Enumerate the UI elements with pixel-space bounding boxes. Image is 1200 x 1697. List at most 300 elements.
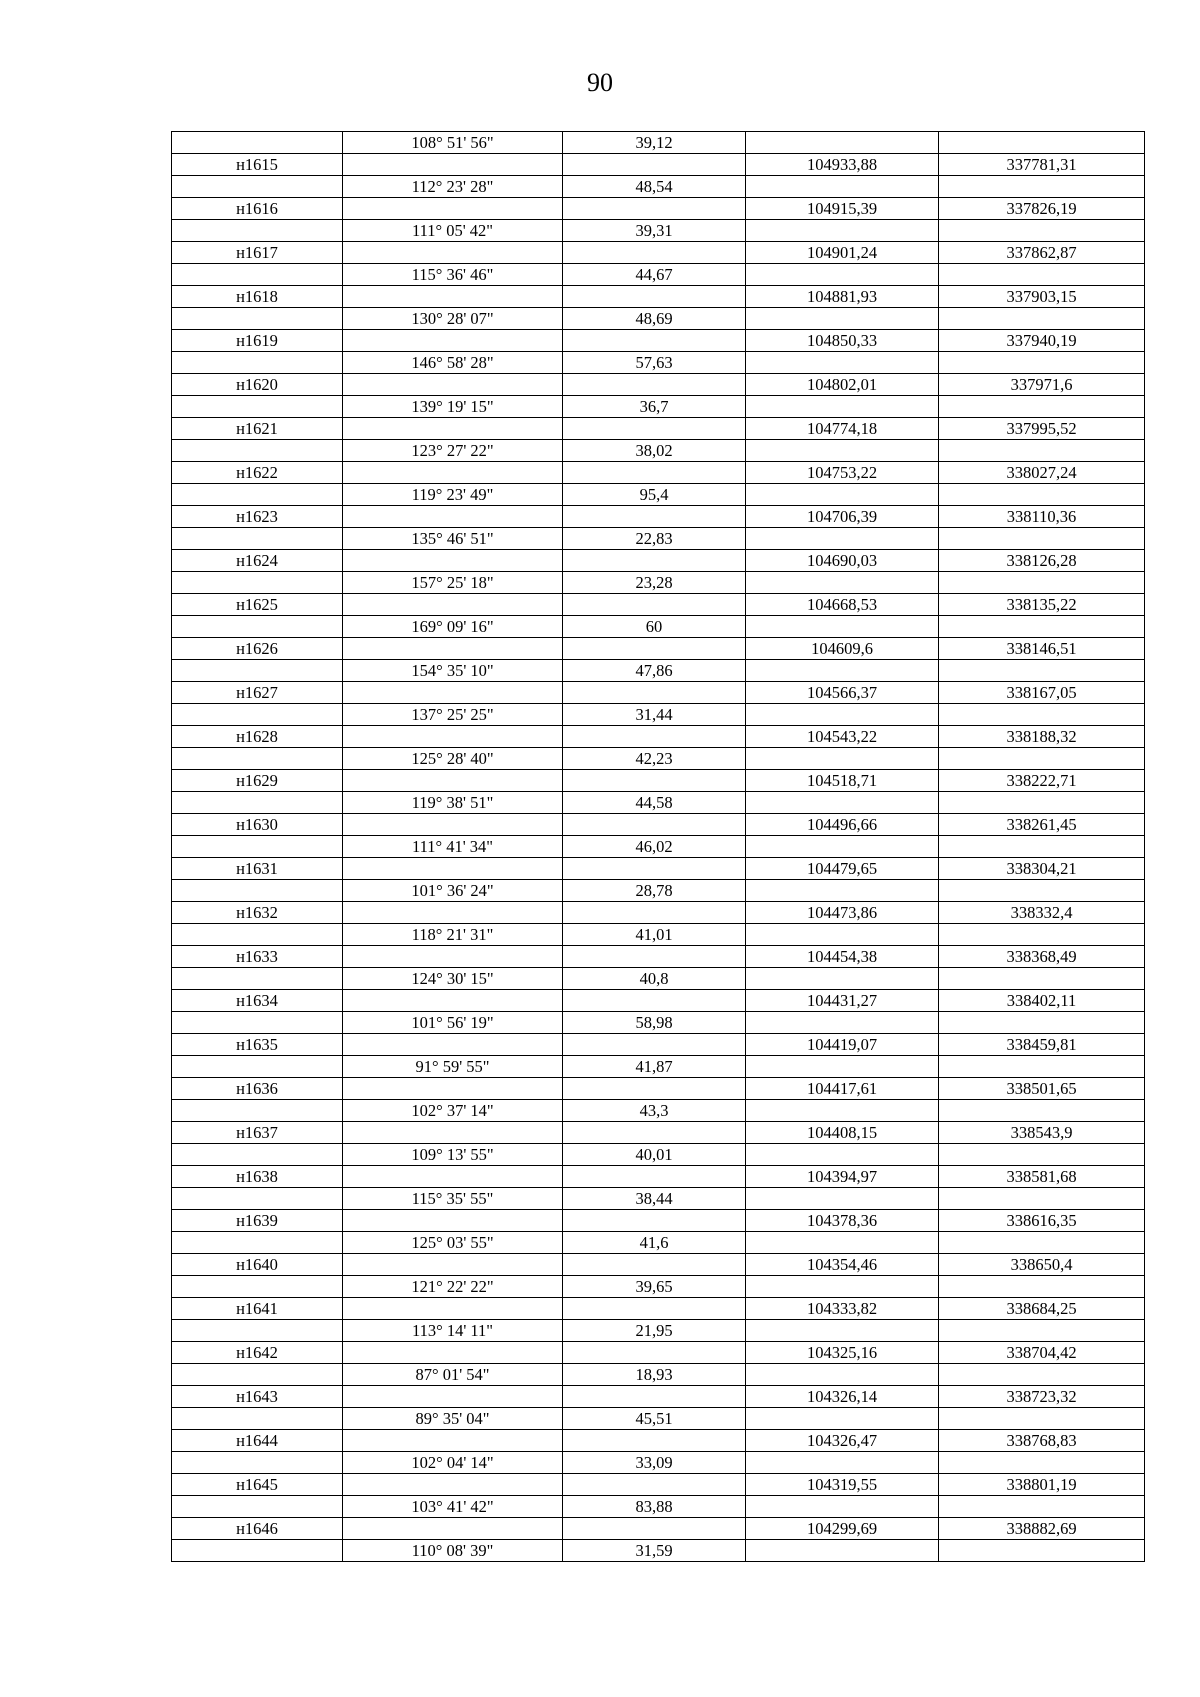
point-name-cell: н1625 [172, 594, 343, 616]
y-coordinate-cell: 338459,81 [939, 1034, 1145, 1056]
direction-angle-cell [343, 770, 563, 792]
direction-angle-cell [343, 154, 563, 176]
distance-cell [563, 154, 746, 176]
distance-cell: 42,23 [563, 748, 746, 770]
point-name-cell [172, 1452, 343, 1474]
y-coordinate-cell [939, 1232, 1145, 1254]
y-coordinate-cell [939, 572, 1145, 594]
direction-angle-cell: 154° 35' 10" [343, 660, 563, 682]
point-name-cell [172, 572, 343, 594]
direction-angle-cell: 125° 28' 40" [343, 748, 563, 770]
point-name-cell [172, 924, 343, 946]
direction-angle-cell: 130° 28' 07" [343, 308, 563, 330]
x-coordinate-cell: 104915,39 [746, 198, 939, 220]
y-coordinate-cell: 338261,45 [939, 814, 1145, 836]
point-name-cell: н1630 [172, 814, 343, 836]
table-row [172, 990, 1145, 1012]
point-name-cell: н1623 [172, 506, 343, 528]
distance-cell: 60 [563, 616, 746, 638]
distance-cell [563, 814, 746, 836]
distance-cell: 41,6 [563, 1232, 746, 1254]
direction-angle-cell [343, 374, 563, 396]
x-coordinate-cell [746, 528, 939, 550]
y-coordinate-cell [939, 1364, 1145, 1386]
point-name-cell [172, 968, 343, 990]
x-coordinate-cell: 104431,27 [746, 990, 939, 1012]
table-row [172, 264, 1145, 286]
distance-cell [563, 1078, 746, 1100]
y-coordinate-cell [939, 440, 1145, 462]
point-name-cell [172, 1364, 343, 1386]
x-coordinate-cell [746, 1056, 939, 1078]
direction-angle-cell [343, 902, 563, 924]
point-name-cell [172, 264, 343, 286]
distance-cell: 95,4 [563, 484, 746, 506]
table-row [172, 528, 1145, 550]
point-name-cell [172, 396, 343, 418]
y-coordinate-cell: 338616,35 [939, 1210, 1145, 1232]
table-row [172, 1320, 1145, 1342]
y-coordinate-cell: 338304,21 [939, 858, 1145, 880]
x-coordinate-cell [746, 792, 939, 814]
distance-cell: 58,98 [563, 1012, 746, 1034]
point-name-cell [172, 484, 343, 506]
table-row [172, 1166, 1145, 1188]
y-coordinate-cell [939, 1540, 1145, 1562]
distance-cell: 40,8 [563, 968, 746, 990]
table-row [172, 484, 1145, 506]
distance-cell [563, 198, 746, 220]
direction-angle-cell [343, 418, 563, 440]
y-coordinate-cell: 337862,87 [939, 242, 1145, 264]
distance-cell: 36,7 [563, 396, 746, 418]
direction-angle-cell: 101° 56' 19" [343, 1012, 563, 1034]
direction-angle-cell: 124° 30' 15" [343, 968, 563, 990]
point-name-cell: н1642 [172, 1342, 343, 1364]
distance-cell [563, 1430, 746, 1452]
point-name-cell [172, 1232, 343, 1254]
x-coordinate-cell [746, 1408, 939, 1430]
x-coordinate-cell [746, 1364, 939, 1386]
distance-cell: 46,02 [563, 836, 746, 858]
table-row [172, 1452, 1145, 1474]
direction-angle-cell [343, 462, 563, 484]
distance-cell [563, 462, 746, 484]
point-name-cell: н1628 [172, 726, 343, 748]
distance-cell [563, 946, 746, 968]
x-coordinate-cell [746, 484, 939, 506]
distance-cell: 40,01 [563, 1144, 746, 1166]
distance-cell [563, 1342, 746, 1364]
distance-cell: 45,51 [563, 1408, 746, 1430]
x-coordinate-cell: 104394,97 [746, 1166, 939, 1188]
point-name-cell [172, 1144, 343, 1166]
y-coordinate-cell: 338650,4 [939, 1254, 1145, 1276]
point-name-cell [172, 1496, 343, 1518]
table-row [172, 462, 1145, 484]
distance-cell: 38,44 [563, 1188, 746, 1210]
x-coordinate-cell [746, 748, 939, 770]
point-name-cell: н1639 [172, 1210, 343, 1232]
table-row [172, 374, 1145, 396]
table-row [172, 176, 1145, 198]
distance-cell: 48,54 [563, 176, 746, 198]
y-coordinate-cell [939, 308, 1145, 330]
distance-cell: 21,95 [563, 1320, 746, 1342]
distance-cell: 31,59 [563, 1540, 746, 1562]
table-row [172, 1012, 1145, 1034]
x-coordinate-cell [746, 396, 939, 418]
direction-angle-cell: 115° 35' 55" [343, 1188, 563, 1210]
point-name-cell: н1617 [172, 242, 343, 264]
direction-angle-cell: 89° 35' 04" [343, 1408, 563, 1430]
x-coordinate-cell [746, 572, 939, 594]
x-coordinate-cell: 104609,6 [746, 638, 939, 660]
direction-angle-cell [343, 1254, 563, 1276]
table-row [172, 550, 1145, 572]
direction-angle-cell: 111° 05' 42" [343, 220, 563, 242]
direction-angle-cell: 101° 36' 24" [343, 880, 563, 902]
direction-angle-cell [343, 594, 563, 616]
distance-cell [563, 286, 746, 308]
point-name-cell: н1645 [172, 1474, 343, 1496]
x-coordinate-cell: 104417,61 [746, 1078, 939, 1100]
x-coordinate-cell: 104378,36 [746, 1210, 939, 1232]
point-name-cell: н1621 [172, 418, 343, 440]
direction-angle-cell: 91° 59' 55" [343, 1056, 563, 1078]
y-coordinate-cell [939, 1452, 1145, 1474]
table-row [172, 616, 1145, 638]
table-row [172, 836, 1145, 858]
direction-angle-cell [343, 286, 563, 308]
point-name-cell [172, 1188, 343, 1210]
direction-angle-cell [343, 814, 563, 836]
y-coordinate-cell [939, 528, 1145, 550]
y-coordinate-cell: 338882,69 [939, 1518, 1145, 1540]
x-coordinate-cell [746, 308, 939, 330]
table-row [172, 1540, 1145, 1562]
point-name-cell [172, 1540, 343, 1562]
distance-cell [563, 418, 746, 440]
direction-angle-cell [343, 1210, 563, 1232]
direction-angle-cell: 139° 19' 15" [343, 396, 563, 418]
direction-angle-cell: 112° 23' 28" [343, 176, 563, 198]
direction-angle-cell: 110° 08' 39" [343, 1540, 563, 1562]
direction-angle-cell: 108° 51' 56" [343, 132, 563, 154]
point-name-cell: н1635 [172, 1034, 343, 1056]
point-name-cell: н1627 [172, 682, 343, 704]
x-coordinate-cell [746, 880, 939, 902]
y-coordinate-cell [939, 176, 1145, 198]
direction-angle-cell [343, 198, 563, 220]
x-coordinate-cell: 104518,71 [746, 770, 939, 792]
table-row [172, 1298, 1145, 1320]
y-coordinate-cell [939, 484, 1145, 506]
table-row [172, 792, 1145, 814]
point-name-cell: н1624 [172, 550, 343, 572]
y-coordinate-cell: 337940,19 [939, 330, 1145, 352]
distance-cell [563, 1386, 746, 1408]
distance-cell [563, 1122, 746, 1144]
y-coordinate-cell: 338723,32 [939, 1386, 1145, 1408]
distance-cell [563, 1166, 746, 1188]
x-coordinate-cell [746, 1232, 939, 1254]
y-coordinate-cell: 338135,22 [939, 594, 1145, 616]
x-coordinate-cell: 104326,47 [746, 1430, 939, 1452]
table-row [172, 1474, 1145, 1496]
y-coordinate-cell [939, 264, 1145, 286]
x-coordinate-cell: 104408,15 [746, 1122, 939, 1144]
point-name-cell [172, 748, 343, 770]
x-coordinate-cell [746, 440, 939, 462]
distance-cell: 41,01 [563, 924, 746, 946]
x-coordinate-cell [746, 704, 939, 726]
x-coordinate-cell: 104668,53 [746, 594, 939, 616]
point-name-cell [172, 352, 343, 374]
x-coordinate-cell [746, 968, 939, 990]
distance-cell: 39,65 [563, 1276, 746, 1298]
x-coordinate-cell [746, 352, 939, 374]
x-coordinate-cell: 104479,65 [746, 858, 939, 880]
y-coordinate-cell: 338704,42 [939, 1342, 1145, 1364]
table-row [172, 396, 1145, 418]
point-name-cell: н1636 [172, 1078, 343, 1100]
y-coordinate-cell: 338110,36 [939, 506, 1145, 528]
point-name-cell: н1640 [172, 1254, 343, 1276]
table-row [172, 418, 1145, 440]
point-name-cell [172, 660, 343, 682]
distance-cell [563, 858, 746, 880]
direction-angle-cell: 87° 01' 54" [343, 1364, 563, 1386]
coordinates-table-body [172, 132, 1145, 1562]
point-name-cell [172, 836, 343, 858]
direction-angle-cell [343, 1430, 563, 1452]
point-name-cell: н1644 [172, 1430, 343, 1452]
point-name-cell: н1646 [172, 1518, 343, 1540]
y-coordinate-cell [939, 1320, 1145, 1342]
point-name-cell: н1634 [172, 990, 343, 1012]
distance-cell [563, 1210, 746, 1232]
table-row [172, 1034, 1145, 1056]
direction-angle-cell [343, 1386, 563, 1408]
y-coordinate-cell: 338126,28 [939, 550, 1145, 572]
table-row [172, 220, 1145, 242]
y-coordinate-cell: 338501,65 [939, 1078, 1145, 1100]
x-coordinate-cell [746, 220, 939, 242]
point-name-cell [172, 1100, 343, 1122]
point-name-cell: н1631 [172, 858, 343, 880]
x-coordinate-cell: 104850,33 [746, 330, 939, 352]
direction-angle-cell: 119° 38' 51" [343, 792, 563, 814]
y-coordinate-cell: 338801,19 [939, 1474, 1145, 1496]
distance-cell: 44,58 [563, 792, 746, 814]
direction-angle-cell [343, 242, 563, 264]
distance-cell: 48,69 [563, 308, 746, 330]
point-name-cell: н1638 [172, 1166, 343, 1188]
y-coordinate-cell [939, 1276, 1145, 1298]
point-name-cell: н1637 [172, 1122, 343, 1144]
direction-angle-cell [343, 682, 563, 704]
point-name-cell: н1641 [172, 1298, 343, 1320]
y-coordinate-cell [939, 1144, 1145, 1166]
table-row [172, 1078, 1145, 1100]
x-coordinate-cell [746, 176, 939, 198]
table-row [172, 1342, 1145, 1364]
direction-angle-cell [343, 946, 563, 968]
y-coordinate-cell: 337995,52 [939, 418, 1145, 440]
x-coordinate-cell [746, 616, 939, 638]
point-name-cell [172, 880, 343, 902]
table-row [172, 440, 1145, 462]
x-coordinate-cell [746, 132, 939, 154]
x-coordinate-cell: 104419,07 [746, 1034, 939, 1056]
point-name-cell [172, 1012, 343, 1034]
y-coordinate-cell: 337826,19 [939, 198, 1145, 220]
x-coordinate-cell: 104802,01 [746, 374, 939, 396]
direction-angle-cell [343, 638, 563, 660]
direction-angle-cell: 169° 09' 16" [343, 616, 563, 638]
y-coordinate-cell [939, 836, 1145, 858]
table-row [172, 154, 1145, 176]
point-name-cell: н1619 [172, 330, 343, 352]
point-name-cell [172, 440, 343, 462]
point-name-cell [172, 220, 343, 242]
distance-cell [563, 1474, 746, 1496]
distance-cell [563, 638, 746, 660]
table-row [172, 1408, 1145, 1430]
x-coordinate-cell: 104543,22 [746, 726, 939, 748]
y-coordinate-cell [939, 660, 1145, 682]
y-coordinate-cell: 338167,05 [939, 682, 1145, 704]
coordinates-table [171, 131, 1145, 1562]
table-row [172, 880, 1145, 902]
point-name-cell [172, 1320, 343, 1342]
distance-cell: 23,28 [563, 572, 746, 594]
table-row [172, 902, 1145, 924]
table-row [172, 814, 1145, 836]
table-row [172, 594, 1145, 616]
table-row [172, 286, 1145, 308]
table-row [172, 704, 1145, 726]
distance-cell: 22,83 [563, 528, 746, 550]
y-coordinate-cell [939, 352, 1145, 374]
y-coordinate-cell: 337971,6 [939, 374, 1145, 396]
page-number: 90 [587, 68, 613, 97]
y-coordinate-cell [939, 396, 1145, 418]
direction-angle-cell [343, 1166, 563, 1188]
distance-cell: 18,93 [563, 1364, 746, 1386]
point-name-cell: н1616 [172, 198, 343, 220]
y-coordinate-cell [939, 792, 1145, 814]
x-coordinate-cell [746, 1320, 939, 1342]
y-coordinate-cell: 338543,9 [939, 1122, 1145, 1144]
table-row [172, 858, 1145, 880]
y-coordinate-cell [939, 968, 1145, 990]
x-coordinate-cell: 104566,37 [746, 682, 939, 704]
table-row [172, 132, 1145, 154]
distance-cell [563, 330, 746, 352]
direction-angle-cell: 123° 27' 22" [343, 440, 563, 462]
y-coordinate-cell: 338222,71 [939, 770, 1145, 792]
y-coordinate-cell: 338368,49 [939, 946, 1145, 968]
table-row [172, 330, 1145, 352]
distance-cell [563, 726, 746, 748]
distance-cell: 38,02 [563, 440, 746, 462]
table-row [172, 572, 1145, 594]
direction-angle-cell [343, 1474, 563, 1496]
table-row [172, 946, 1145, 968]
point-name-cell [172, 792, 343, 814]
y-coordinate-cell: 338684,25 [939, 1298, 1145, 1320]
point-name-cell: н1626 [172, 638, 343, 660]
y-coordinate-cell [939, 1496, 1145, 1518]
table-row [172, 1100, 1145, 1122]
x-coordinate-cell [746, 1144, 939, 1166]
y-coordinate-cell [939, 220, 1145, 242]
point-name-cell: н1622 [172, 462, 343, 484]
direction-angle-cell [343, 1034, 563, 1056]
x-coordinate-cell: 104496,66 [746, 814, 939, 836]
point-name-cell [172, 1056, 343, 1078]
distance-cell: 44,67 [563, 264, 746, 286]
y-coordinate-cell: 338768,83 [939, 1430, 1145, 1452]
direction-angle-cell [343, 506, 563, 528]
table-row [172, 726, 1145, 748]
y-coordinate-cell: 338581,68 [939, 1166, 1145, 1188]
point-name-cell: н1615 [172, 154, 343, 176]
x-coordinate-cell: 104774,18 [746, 418, 939, 440]
direction-angle-cell: 157° 25' 18" [343, 572, 563, 594]
direction-angle-cell [343, 726, 563, 748]
table-row [172, 1386, 1145, 1408]
y-coordinate-cell [939, 924, 1145, 946]
table-row [172, 770, 1145, 792]
table-row [172, 660, 1145, 682]
table-row [172, 1254, 1145, 1276]
x-coordinate-cell: 104706,39 [746, 506, 939, 528]
direction-angle-cell: 135° 46' 51" [343, 528, 563, 550]
point-name-cell [172, 616, 343, 638]
direction-angle-cell [343, 550, 563, 572]
distance-cell [563, 594, 746, 616]
direction-angle-cell: 113° 14' 11" [343, 1320, 563, 1342]
distance-cell [563, 902, 746, 924]
distance-cell [563, 1254, 746, 1276]
distance-cell [563, 550, 746, 572]
direction-angle-cell [343, 1078, 563, 1100]
table-row [172, 1276, 1145, 1298]
direction-angle-cell: 111° 41' 34" [343, 836, 563, 858]
table-row [172, 968, 1145, 990]
table-row [172, 506, 1145, 528]
distance-cell [563, 770, 746, 792]
x-coordinate-cell: 104933,88 [746, 154, 939, 176]
direction-angle-cell: 118° 21' 31" [343, 924, 563, 946]
y-coordinate-cell [939, 132, 1145, 154]
x-coordinate-cell [746, 264, 939, 286]
direction-angle-cell [343, 858, 563, 880]
table-row [172, 748, 1145, 770]
table-row [172, 1364, 1145, 1386]
y-coordinate-cell [939, 1056, 1145, 1078]
table-row [172, 638, 1145, 660]
direction-angle-cell: 109° 13' 55" [343, 1144, 563, 1166]
x-coordinate-cell [746, 1276, 939, 1298]
point-name-cell: н1632 [172, 902, 343, 924]
y-coordinate-cell [939, 1188, 1145, 1210]
x-coordinate-cell [746, 1496, 939, 1518]
point-name-cell: н1620 [172, 374, 343, 396]
